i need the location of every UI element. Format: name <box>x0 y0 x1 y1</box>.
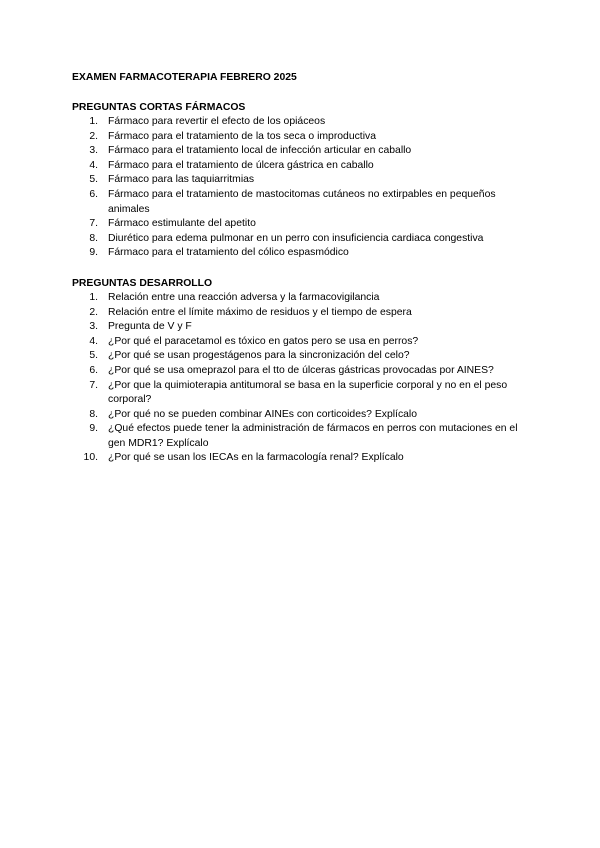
item-number: 10. <box>83 452 98 464</box>
item-number: 3. <box>89 321 98 333</box>
section-development-questions <box>72 277 532 466</box>
list-item <box>72 130 532 145</box>
list-item <box>72 159 532 174</box>
item-number: 1. <box>89 291 98 303</box>
list-item <box>72 408 532 423</box>
item-number: 6. <box>89 188 98 200</box>
item-text: Fármaco para el tratamiento de mastocitomas cutáneos no extirpables en pequeños animales <box>108 188 496 215</box>
item-text: ¿Por qué el paracetamol es tóxico en gatos pero se usa en perros? <box>108 335 419 347</box>
item-number: 4. <box>89 335 98 347</box>
item-text: Fármaco para el tratamiento local de infección articular en caballo <box>108 145 412 157</box>
item-text: Fármaco para el tratamiento del cólico espasmódico <box>108 247 349 259</box>
section-short-questions <box>72 101 532 261</box>
item-text: ¿Por qué se usan los IECAs en la farmacología renal? Explícalo <box>108 452 404 464</box>
item-text: Fármaco para el tratamiento de úlcera gástrica en caballo <box>108 159 374 171</box>
item-number: 3. <box>89 145 98 157</box>
document-content <box>72 71 532 466</box>
item-text: Fármaco para revertir el efecto de los opiáceos <box>108 116 326 127</box>
item-text: Relación entre el límite máximo de residuos y el tiempo de espera <box>108 306 412 318</box>
list-item <box>72 246 532 261</box>
item-text: ¿Por qué no se pueden combinar AINEs con corticoides? Explícalo <box>108 408 418 420</box>
question-list <box>72 291 532 466</box>
item-number: 6. <box>89 364 98 376</box>
item-text: ¿Qué efectos puede tener la administración de fármacos en perros con mutaciones en el gen MDR1? Explícalo <box>108 423 518 449</box>
section-heading: PREGUNTAS CORTAS FÁRMACOS <box>72 102 246 113</box>
document-title: EXAMEN FARMACOTERAPIA FEBRERO 2025 <box>72 72 297 83</box>
list-item <box>72 188 532 217</box>
item-number: 7. <box>89 218 98 230</box>
list-item <box>72 173 532 188</box>
list-item <box>72 115 532 130</box>
list-item <box>72 451 532 466</box>
item-text: Fármaco para las taquiarritmias <box>108 174 255 186</box>
item-text: Pregunta de V y F <box>108 321 192 333</box>
list-item <box>72 379 532 408</box>
section-heading: PREGUNTAS DESARROLLO <box>72 277 213 289</box>
item-text: Fármaco estimulante del apetito <box>108 218 256 230</box>
item-number: 5. <box>89 174 98 186</box>
item-text: ¿Por que la quimioterapia antitumoral se basa en la superficie corporal y no en el peso corporal? <box>108 379 508 406</box>
item-text: ¿Por qué se usa omeprazol para el tto de úlceras gástricas provocadas por AINES? <box>108 364 494 376</box>
list-item <box>72 364 532 379</box>
item-text: Diurético para edema pulmonar en un perro con insuficiencia cardiaca congestiva <box>108 232 484 244</box>
list-item <box>72 422 532 451</box>
item-number: 8. <box>89 232 98 244</box>
item-text: Fármaco para el tratamiento de la tos seca o improductiva <box>108 130 376 142</box>
list-item <box>72 349 532 364</box>
item-number: 2. <box>89 130 98 142</box>
item-number: 1. <box>89 116 98 127</box>
list-item <box>72 217 532 232</box>
item-number: 4. <box>89 159 98 171</box>
item-number: 9. <box>89 423 98 435</box>
list-item <box>72 291 532 306</box>
item-number: 2. <box>89 306 98 318</box>
list-item <box>72 335 532 350</box>
item-number: 5. <box>89 350 98 362</box>
list-item <box>72 232 532 247</box>
item-number: 7. <box>89 379 98 391</box>
item-number: 8. <box>89 408 98 420</box>
item-text: Relación entre una reacción adversa y la farmacovigilancia <box>108 291 380 303</box>
list-item <box>72 306 532 321</box>
list-item <box>72 144 532 159</box>
list-item <box>72 320 532 335</box>
item-text: ¿Por qué se usan progestágenos para la sincronización del celo? <box>108 350 410 362</box>
question-list <box>72 115 532 261</box>
item-number: 9. <box>89 247 98 259</box>
